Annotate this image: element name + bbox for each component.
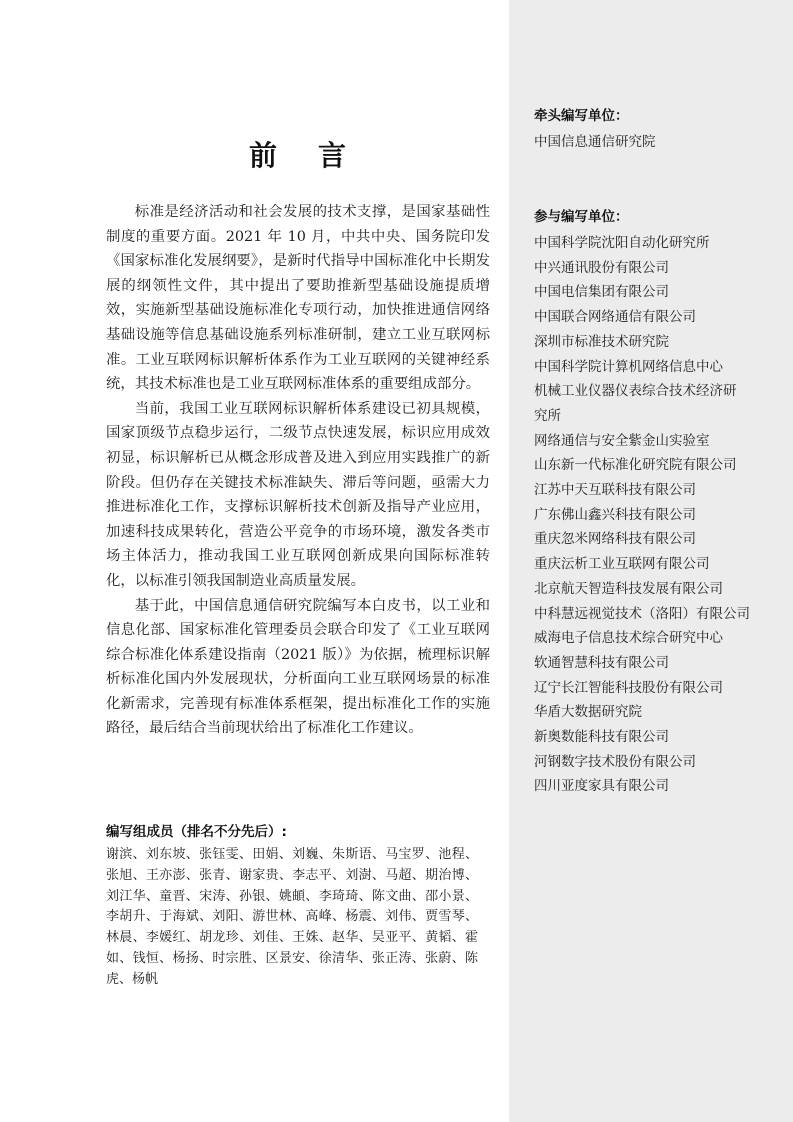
- lead-unit-heading: 牵头编写单位：: [534, 108, 629, 124]
- org-item: 中国联合网络通信有限公司: [534, 309, 696, 326]
- org-item: 深圳市标准技术研究院: [534, 333, 669, 350]
- writing-group-section: [106, 822, 490, 991]
- org-item: 河钢数字技术股份有限公司: [534, 753, 696, 770]
- page-title-left: 前: [248, 139, 278, 172]
- org-item: 网络通信与安全紫金山实验室: [534, 432, 710, 449]
- org-item: 广东佛山鑫兴科技有限公司: [534, 506, 696, 523]
- writing-group-heading: 编写组成员（排名不分先后）:: [106, 824, 287, 840]
- lead-unit-item: 中国信息通信研究院: [534, 134, 656, 150]
- org-item: 辽宁长江智能科技股份有限公司: [534, 679, 723, 696]
- org-item: 究所: [534, 407, 561, 424]
- org-item: 四川亚度家具有限公司: [534, 778, 669, 795]
- preface-paragraph-3: 基于此，中国信息通信研究院编写本白皮书，以工业和信息化部、国家标准化管理委员会联合印发了《工业互联网综合标准化体系建设指南（2021 版）》为依据，梳理标识解析标准化国内外发展现状，分析面向工业互联网场景的标准化新需求，完善现有标准体系框架，提出标准化工作的实施路径，最后结合当前现状给出了标准化工作建议。: [106, 597, 490, 737]
- participating-units-list: [534, 231, 774, 799]
- preface-body: [106, 200, 490, 741]
- org-item: 华盾大数据研究院: [534, 704, 642, 721]
- org-item: 重庆忽米网络科技有限公司: [534, 531, 696, 548]
- page-title-right: 言: [318, 139, 348, 172]
- org-item: 北京航天智造科技发展有限公司: [534, 580, 723, 597]
- org-item: 中兴通讯股份有限公司: [534, 259, 669, 276]
- preface-paragraph-1: 标准是经济活动和社会发展的技术支撑，是国家基础性制度的重要方面。2021 年 10 月，中共中央、国务院印发《国家标准化发展纲要》，是新时代指导中国标准化中长期发展的纲领性文件，其中提出了要助推新型基础设施提质增效，实施新型基础设施标准化专项行动，加快推进通信网络基础设施等信息基础设施系列标准研制，建立工业互联网标准。工业互联网标识解析体系作为工业互联网的关键神经系统，其技术标准也是工业互联网标准体系的重要组成部分。: [106, 204, 490, 393]
- org-item: 机械工业仪器仪表综合技术经济研: [534, 383, 737, 400]
- org-item: 中科慧远视觉技术（洛阳）有限公司: [534, 605, 750, 622]
- org-item: 山东新一代标准化研究院有限公司: [534, 457, 737, 474]
- org-item: 中国电信集团有限公司: [534, 284, 669, 301]
- participating-units-heading: 参与编写单位：: [534, 209, 629, 225]
- org-item: 软通智慧科技有限公司: [534, 654, 669, 671]
- org-item: 中国科学院沈阳自动化研究所: [534, 235, 710, 251]
- org-item: 重庆沄析工业互联网有限公司: [534, 556, 710, 573]
- preface-paragraph-2: 当前，我国工业互联网标识解析体系建设已初具规模，国家顶级节点稳步运行，二级节点快速发展，标识应用成效初显，标识解析已从概念形成普及进入到应用实践推广的新阶段。但仍存在关键技术标准缺失、滞后等问题，亟需大力推进标准化工作，支撑标识解析技术创新及指导产业应用，加速科技成果转化，营造公平竞争的市场环境，激发各类市场主体活力，推动我国工业互联网创新成果向国际标准转化，以标准引领我国制造业高质量发展。: [106, 400, 490, 589]
- lead-unit-section: [534, 106, 774, 155]
- org-item: 江苏中天互联科技有限公司: [534, 482, 696, 499]
- participating-units-section: [534, 207, 774, 799]
- page-title: [106, 134, 490, 174]
- org-item: 中国科学院计算机网络信息中心: [534, 358, 723, 375]
- lead-unit-list: [534, 130, 774, 155]
- writing-group-names: 谢滨、刘东坡、张钰雯、田娟、刘巍、朱斯语、马宝罗、池程、张旭、王亦澎、张青、谢家贵、李志平、刘澍、马超、期治博、刘江华、童晋、宋涛、孙银、姚頔、李琦琦、陈文曲、邵小景、李胡升、于海斌、刘阳、游世林、高峰、杨震、刘伟、贾雪琴、林晨、李媛红、胡龙珍、刘佳、王姝、赵华、吴亚平、黄韬、霍如、钱恒、杨扬、时宗胜、区景安、徐清华、张正涛、张蔚、陈虎、杨帆: [106, 847, 478, 987]
- org-item: 新奥数能科技有限公司: [534, 729, 669, 746]
- org-item: 威海电子信息技术综合研究中心: [534, 630, 723, 647]
